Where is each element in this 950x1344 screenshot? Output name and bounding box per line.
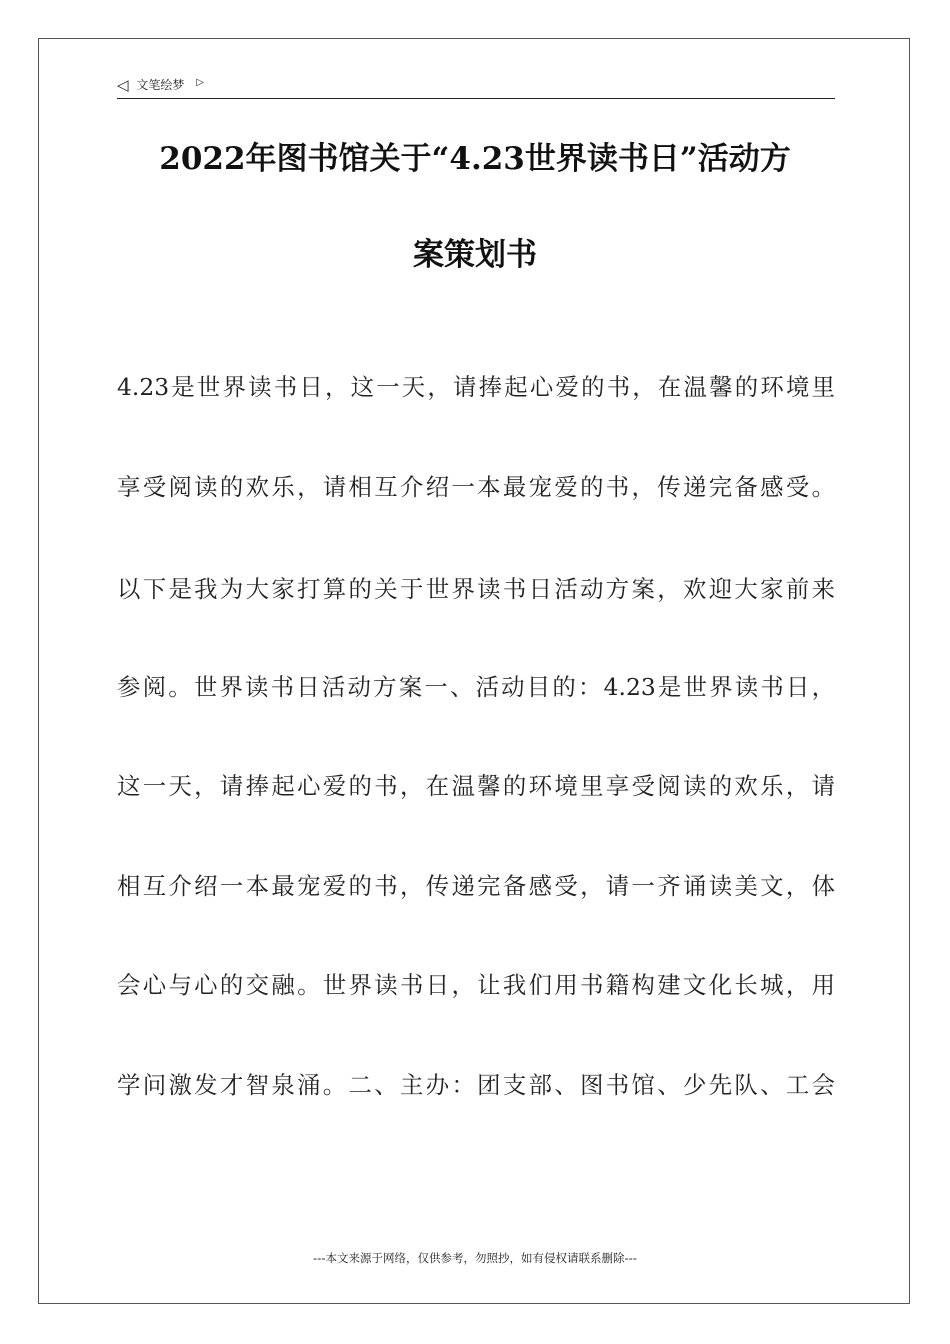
body-line: 参阅。世界读书日活动方案一、活动目的：4.23是世界读书日， [117, 673, 835, 701]
body-line: 会心与心的交融。世界读书日，让我们用书籍构建文化长城，用 [117, 971, 835, 999]
body-line: 4.23是世界读书日，这一天，请捧起心爱的书，在温馨的环境里 [117, 373, 835, 401]
page-header [117, 74, 835, 99]
document-title-line-1: 2022年图书馆关于“4.23世界读书日”活动方 [159, 141, 791, 177]
document-title-line-2: 案策划书 [413, 237, 537, 273]
body-line: 学问激发才智泉涌。二、主办：团支部、图书馆、少先队、工会 [117, 1071, 835, 1099]
page-footer: ---本文来源于网络，仅供参考，勿照抄，如有侵权请联系删除--- [313, 1251, 637, 1265]
triangle-right-icon: ▷ [196, 77, 204, 88]
triangle-left-icon: ◁ [117, 76, 129, 94]
body-line: 相互介绍一本最宠爱的书，传递完备感受，请一齐诵读美文，体 [117, 872, 835, 900]
body-line: 以下是我为大家打算的关于世界读书日活动方案，欢迎大家前来 [117, 575, 835, 603]
body-line: 享受阅读的欢乐，请相互介绍一本最宠爱的书，传递完备感受。 [117, 473, 835, 501]
header-brand: 文笔绘梦 [136, 78, 185, 92]
body-line: 这一天，请捧起心爱的书，在温馨的环境里享受阅读的欢乐，请 [117, 772, 835, 800]
